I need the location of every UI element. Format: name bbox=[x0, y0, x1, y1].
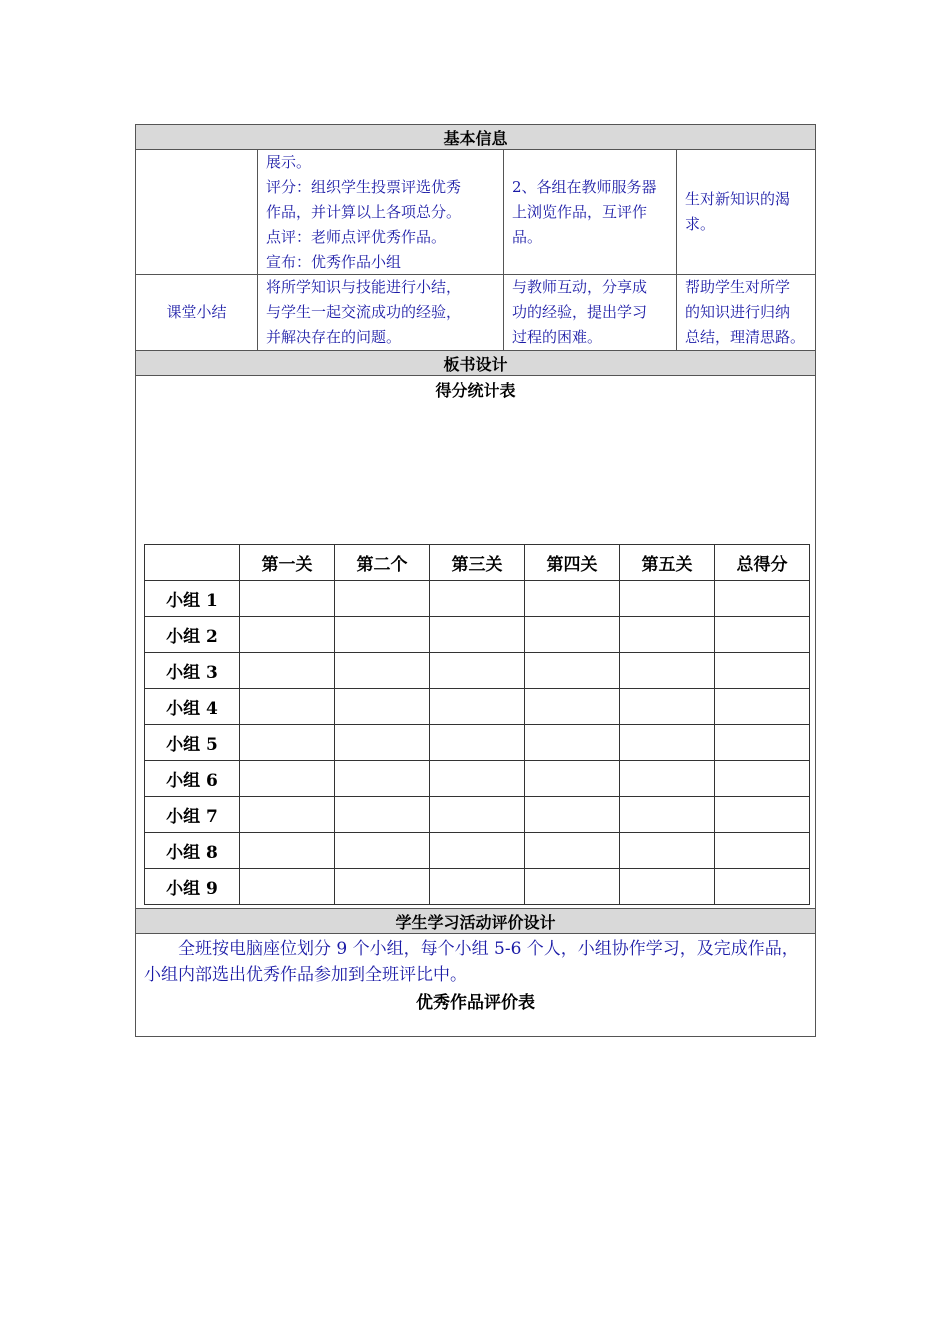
text-line: 点评：老师点评优秀作品。 bbox=[266, 228, 447, 246]
score-cell bbox=[335, 833, 430, 869]
group-label: 小组 2 bbox=[145, 617, 240, 653]
header-cell: 总得分 bbox=[715, 545, 810, 581]
group-label: 小组 3 bbox=[145, 653, 240, 689]
score-cell bbox=[430, 761, 525, 797]
score-cell bbox=[620, 581, 715, 617]
score-cell bbox=[240, 761, 335, 797]
score-cell bbox=[620, 869, 715, 905]
score-cell bbox=[525, 869, 620, 905]
table-row bbox=[145, 833, 810, 869]
table-row bbox=[145, 761, 810, 797]
score-cell bbox=[240, 869, 335, 905]
score-cell bbox=[715, 833, 810, 869]
row-label: 课堂小结 bbox=[136, 275, 258, 350]
evaluation-paragraph: 全班按电脑座位划分 9 个小组，每个小组 5-6 个人，小组协作学习，及完成作品，小组内部选出优秀作品参加到全班评比中。 bbox=[144, 939, 799, 985]
header-cell: 第二个 bbox=[335, 545, 430, 581]
score-cell bbox=[335, 653, 430, 689]
score-cell bbox=[430, 833, 525, 869]
table-row bbox=[145, 617, 810, 653]
score-cell bbox=[525, 725, 620, 761]
table-row bbox=[145, 797, 810, 833]
score-cell bbox=[335, 725, 430, 761]
group-label: 小组 5 bbox=[145, 725, 240, 761]
table-row bbox=[136, 275, 815, 351]
group-label: 小组 7 bbox=[145, 797, 240, 833]
excellent-work-table-title: 优秀作品评价表 bbox=[416, 993, 535, 1013]
score-cell bbox=[715, 617, 810, 653]
score-cell bbox=[715, 761, 810, 797]
board-design-area bbox=[136, 378, 815, 909]
section-header-board-design: 板书设计 bbox=[136, 351, 815, 376]
text-line: 功的经验，提出学习 bbox=[512, 303, 648, 321]
score-cell bbox=[430, 797, 525, 833]
score-cell bbox=[525, 761, 620, 797]
text-line: 评分：组织学生投票评选优秀 bbox=[266, 178, 462, 196]
score-cell bbox=[240, 797, 335, 833]
text-line: 2、各组在教师服务器 bbox=[512, 177, 657, 196]
score-cell bbox=[430, 725, 525, 761]
score-cell bbox=[240, 581, 335, 617]
score-cell bbox=[620, 761, 715, 797]
header-cell bbox=[145, 545, 240, 581]
score-cell bbox=[525, 581, 620, 617]
table-row bbox=[145, 689, 810, 725]
group-label: 小组 4 bbox=[145, 689, 240, 725]
score-cell bbox=[715, 797, 810, 833]
text-line: 展示。 bbox=[266, 153, 312, 171]
score-cell bbox=[335, 869, 430, 905]
score-cell bbox=[620, 833, 715, 869]
score-cell bbox=[240, 833, 335, 869]
score-cell bbox=[430, 617, 525, 653]
header-cell: 第三关 bbox=[430, 545, 525, 581]
text-line: 与教师互动，分享成 bbox=[512, 278, 648, 296]
teacher-activity-cell bbox=[258, 150, 504, 274]
score-cell bbox=[525, 689, 620, 725]
text-line: 总结，理清思路。 bbox=[685, 328, 806, 346]
score-cell bbox=[240, 653, 335, 689]
text-line: 帮助学生对所学 bbox=[685, 278, 791, 296]
group-label: 小组 6 bbox=[145, 761, 240, 797]
text-line: 与学生一起交流成功的经验， bbox=[266, 303, 462, 321]
score-cell bbox=[335, 797, 430, 833]
group-label: 小组 8 bbox=[145, 833, 240, 869]
score-table-title: 得分统计表 bbox=[435, 381, 516, 400]
score-cell bbox=[335, 617, 430, 653]
text-line: 上浏览作品，互评作 bbox=[512, 202, 648, 221]
score-cell bbox=[715, 653, 810, 689]
text-line: 品。 bbox=[512, 227, 543, 246]
score-cell bbox=[335, 761, 430, 797]
score-cell bbox=[620, 689, 715, 725]
score-statistics-table bbox=[144, 544, 810, 905]
header-cell: 第五关 bbox=[620, 545, 715, 581]
design-intent-cell bbox=[677, 150, 815, 274]
score-cell bbox=[620, 725, 715, 761]
table-row bbox=[145, 725, 810, 761]
header-cell: 第四关 bbox=[525, 545, 620, 581]
header-cell: 第一关 bbox=[240, 545, 335, 581]
row-label bbox=[136, 150, 258, 274]
text-line: 作品，并计算以上各项总分。 bbox=[266, 203, 462, 221]
table-row bbox=[136, 150, 815, 275]
evaluation-body bbox=[136, 936, 815, 1036]
text-line: 将所学知识与技能进行小结， bbox=[266, 278, 462, 296]
text-line: 过程的困难。 bbox=[512, 328, 603, 346]
section-header-basic-info: 基本信息 bbox=[136, 125, 815, 150]
score-cell bbox=[525, 617, 620, 653]
score-cell bbox=[240, 725, 335, 761]
score-cell bbox=[620, 797, 715, 833]
lesson-plan-document bbox=[135, 124, 816, 1037]
student-activity-cell bbox=[504, 275, 677, 350]
score-cell bbox=[715, 581, 810, 617]
score-cell bbox=[620, 617, 715, 653]
score-cell bbox=[525, 653, 620, 689]
text-line: 宣布：优秀作品小组 bbox=[266, 253, 402, 271]
score-table-body bbox=[145, 581, 810, 905]
teacher-activity-cell bbox=[258, 275, 504, 350]
score-cell bbox=[335, 581, 430, 617]
student-activity-cell bbox=[504, 150, 677, 274]
score-cell bbox=[240, 689, 335, 725]
score-cell bbox=[240, 617, 335, 653]
group-label: 小组 1 bbox=[145, 581, 240, 617]
score-cell bbox=[715, 869, 810, 905]
text-line: 并解决存在的问题。 bbox=[266, 328, 402, 346]
score-cell bbox=[715, 725, 810, 761]
text-line: 的知识进行归纳 bbox=[685, 303, 791, 321]
table-row bbox=[145, 653, 810, 689]
score-cell bbox=[335, 689, 430, 725]
score-cell bbox=[430, 653, 525, 689]
score-cell bbox=[430, 581, 525, 617]
section-header-evaluation: 学生学习活动评价设计 bbox=[136, 909, 815, 934]
score-cell bbox=[715, 689, 810, 725]
text-line: 生对新知识的渴 bbox=[685, 190, 791, 208]
score-cell bbox=[430, 869, 525, 905]
score-cell bbox=[620, 653, 715, 689]
table-header-row bbox=[145, 545, 810, 581]
table-row bbox=[145, 581, 810, 617]
design-intent-cell bbox=[677, 275, 815, 350]
text-line: 求。 bbox=[685, 215, 716, 233]
score-cell bbox=[525, 833, 620, 869]
group-label: 小组 9 bbox=[145, 869, 240, 905]
table-row bbox=[145, 869, 810, 905]
score-cell bbox=[430, 689, 525, 725]
score-cell bbox=[525, 797, 620, 833]
